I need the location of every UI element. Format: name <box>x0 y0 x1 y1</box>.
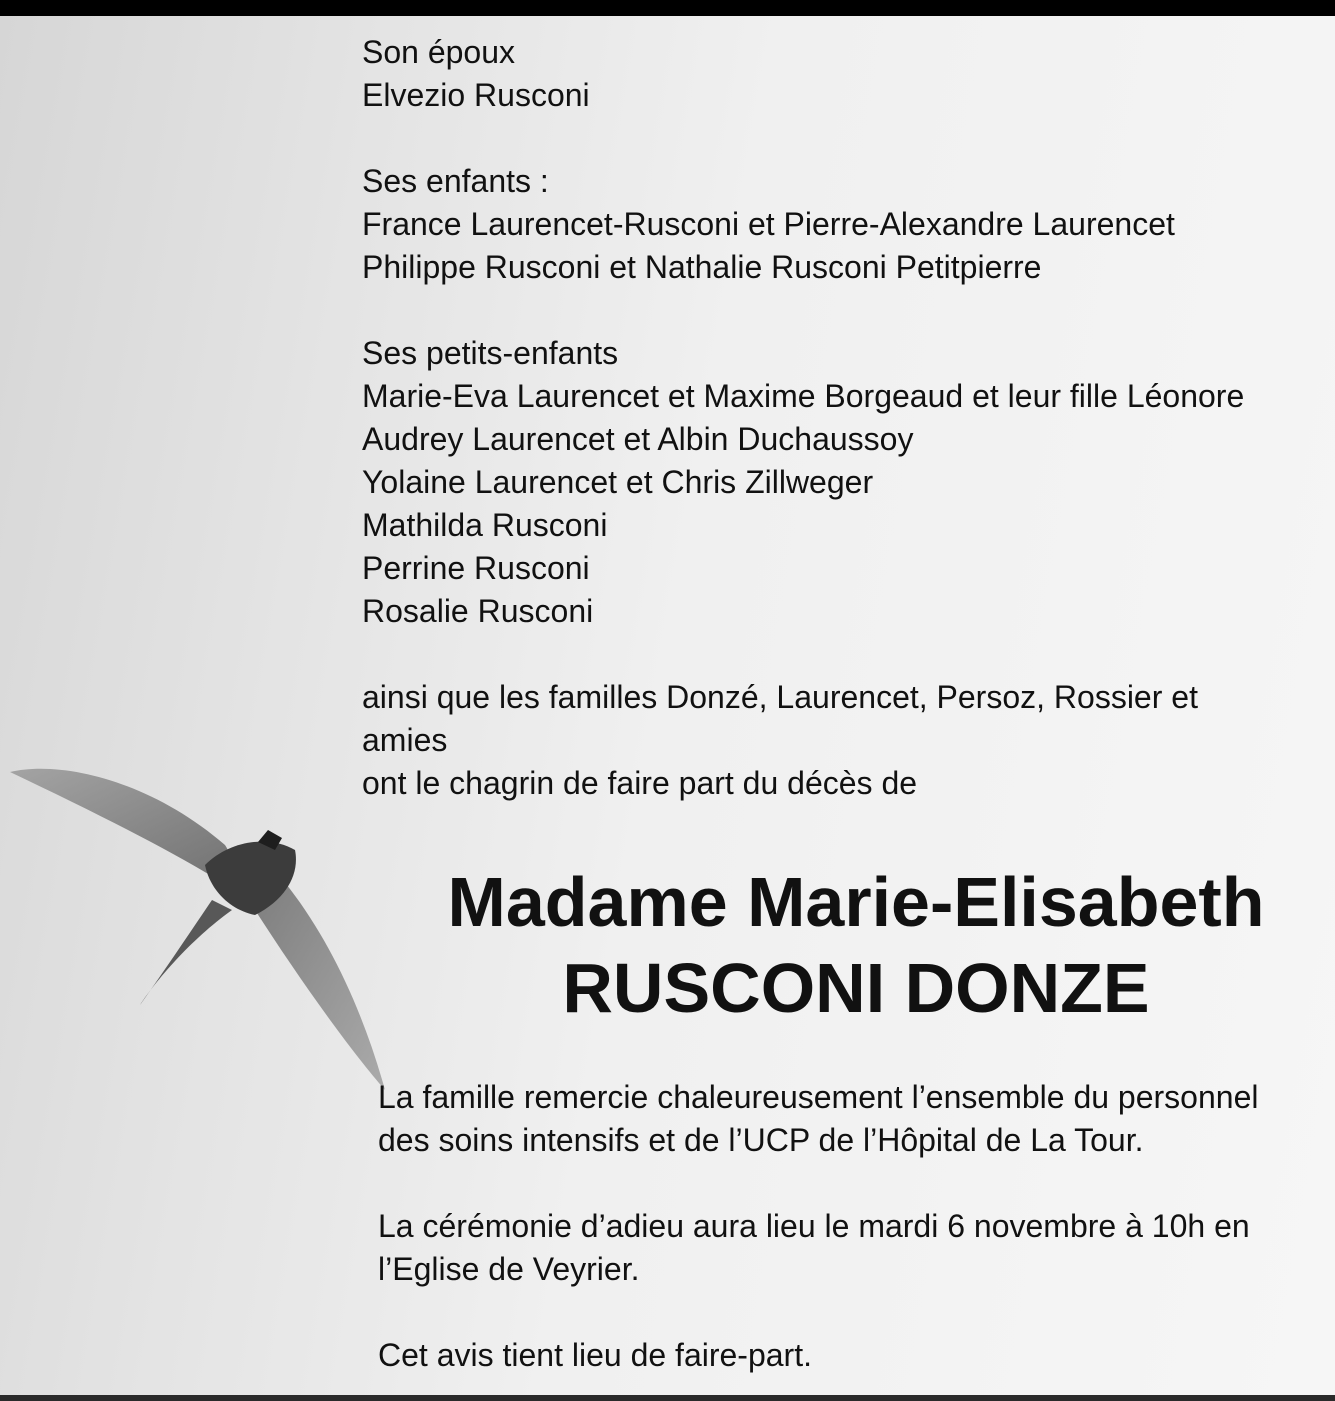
other-families-line: ainsi que les familles Donzé, Laurencet, Persoz, Rossier et <box>362 679 1198 715</box>
closing-text <box>378 1076 1258 1377</box>
grandchild-line: Marie-Eva Laurencet et Maxime Borgeaud et leur fille Léonore <box>362 378 1245 414</box>
top-border <box>0 0 1335 16</box>
deceased-name-line-1: Madame Marie-Elisabeth <box>447 863 1265 941</box>
grandchild-line: Perrine Rusconi <box>362 550 590 586</box>
spouse-heading: Son époux <box>362 34 516 70</box>
spacer <box>362 633 1244 676</box>
thanks-line: des soins intensifs et de l’UCP de l’Hôpital de La Tour. <box>378 1122 1144 1158</box>
grandchild-line: Audrey Laurencet et Albin Duchaussoy <box>362 421 914 457</box>
bird-illustration <box>0 750 400 1110</box>
other-families-line: amies <box>362 722 448 758</box>
spacer <box>378 1162 1258 1205</box>
grandchildren-heading: Ses petits-enfants <box>362 335 619 371</box>
spacer <box>378 1291 1258 1334</box>
grandchild-line: Rosalie Rusconi <box>362 593 594 629</box>
child-line: France Laurencet-Rusconi et Pierre-Alexandre Laurencet <box>362 206 1175 242</box>
child-line: Philippe Rusconi et Nathalie Rusconi Petitpierre <box>362 249 1042 285</box>
notice-line: Cet avis tient lieu de faire-part. <box>378 1337 812 1373</box>
children-heading: Ses enfants : <box>362 163 549 199</box>
grandchild-line: Yolaine Laurencet et Chris Zillweger <box>362 464 874 500</box>
ceremony-line: l’Eglise de Veyrier. <box>378 1251 640 1287</box>
bottom-border <box>0 1395 1335 1401</box>
ceremony-line: La cérémonie d’adieu aura lieu le mardi 6 novembre à 10h en <box>378 1208 1250 1244</box>
announcement-line: ont le chagrin de faire part du décès de <box>362 765 918 801</box>
deceased-name-line-2: RUSCONI DONZE <box>562 949 1150 1027</box>
grandchild-line: Mathilda Rusconi <box>362 507 608 543</box>
spacer <box>362 289 1244 332</box>
spouse-name: Elvezio Rusconi <box>362 77 590 113</box>
family-list <box>362 31 1244 805</box>
thanks-line: La famille remercie chaleureusement l’ensemble du personnel <box>378 1079 1259 1115</box>
spacer <box>362 117 1244 160</box>
